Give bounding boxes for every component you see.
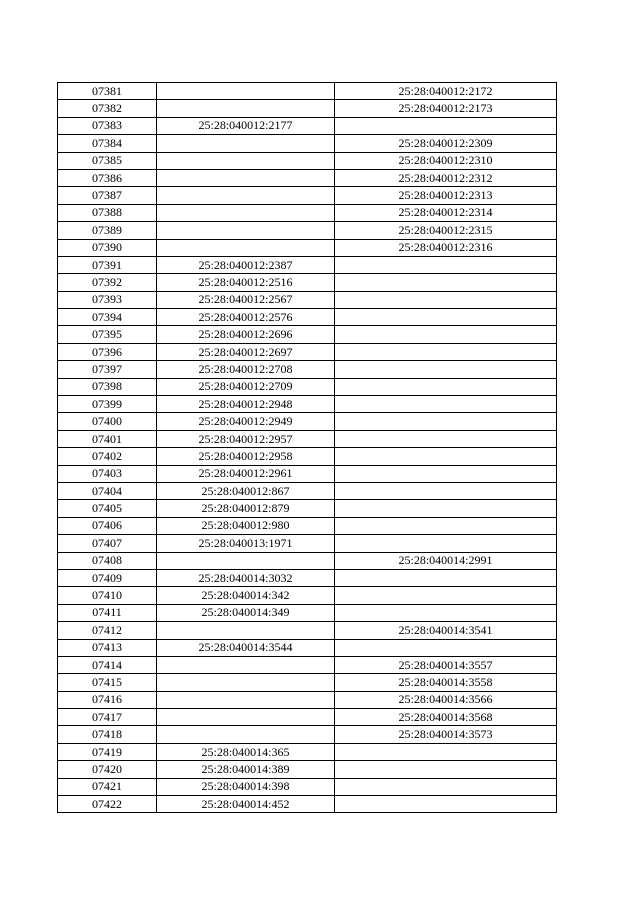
row-number-cell: 07416 (58, 691, 157, 708)
cadastral-number-cell-a (157, 169, 335, 186)
row-number-cell: 07395 (58, 326, 157, 343)
cadastral-number-cell-b (335, 378, 557, 395)
row-number-cell: 07413 (58, 639, 157, 656)
cadastral-number-cell-b (335, 274, 557, 291)
cadastral-number-table (57, 82, 557, 813)
table-row (58, 517, 557, 534)
row-number-cell: 07394 (58, 309, 157, 326)
row-number-cell: 07400 (58, 413, 157, 430)
cadastral-number-cell-b (335, 796, 557, 813)
cadastral-number-cell-a (157, 709, 335, 726)
cadastral-number-cell-a (157, 100, 335, 117)
cadastral-number-cell-b (335, 517, 557, 534)
row-number-cell: 07393 (58, 291, 157, 308)
cadastral-number-cell-b: 25:28:040012:2172 (335, 83, 557, 100)
cadastral-number-cell-b (335, 778, 557, 795)
cadastral-number-cell-b (335, 413, 557, 430)
cadastral-number-cell-b: 25:28:040014:3573 (335, 726, 557, 743)
table-row (58, 622, 557, 639)
table-row (58, 135, 557, 152)
cadastral-number-cell-a (157, 152, 335, 169)
cadastral-number-cell-a: 25:28:040012:867 (157, 482, 335, 499)
cadastral-number-cell-b: 25:28:040012:2316 (335, 239, 557, 256)
row-number-cell: 07396 (58, 343, 157, 360)
cadastral-number-cell-a: 25:28:040012:2576 (157, 309, 335, 326)
cadastral-number-cell-b (335, 361, 557, 378)
cadastral-number-cell-b (335, 291, 557, 308)
row-number-cell: 07414 (58, 656, 157, 673)
table-row (58, 239, 557, 256)
table-row (58, 274, 557, 291)
cadastral-number-cell-a (157, 222, 335, 239)
row-number-cell: 07406 (58, 517, 157, 534)
row-number-cell: 07417 (58, 709, 157, 726)
cadastral-number-cell-b: 25:28:040012:2309 (335, 135, 557, 152)
row-number-cell: 07419 (58, 743, 157, 760)
table-row (58, 361, 557, 378)
row-number-cell: 07402 (58, 448, 157, 465)
row-number-cell: 07381 (58, 83, 157, 100)
cadastral-number-cell-a (157, 622, 335, 639)
table-row (58, 222, 557, 239)
table-row (58, 117, 557, 134)
table-row (58, 500, 557, 517)
cadastral-number-cell-a (157, 239, 335, 256)
cadastral-number-cell-b (335, 256, 557, 273)
cadastral-number-cell-b (335, 761, 557, 778)
row-number-cell: 07408 (58, 552, 157, 569)
table-row (58, 256, 557, 273)
cadastral-number-cell-b: 25:28:040014:3541 (335, 622, 557, 639)
row-number-cell: 07403 (58, 465, 157, 482)
row-number-cell: 07399 (58, 396, 157, 413)
cadastral-number-cell-a: 25:28:040012:2696 (157, 326, 335, 343)
table-row (58, 552, 557, 569)
cadastral-number-cell-b (335, 117, 557, 134)
cadastral-number-cell-b (335, 309, 557, 326)
cadastral-number-cell-a (157, 674, 335, 691)
row-number-cell: 07389 (58, 222, 157, 239)
cadastral-number-cell-a: 25:28:040014:452 (157, 796, 335, 813)
table-row (58, 343, 557, 360)
cadastral-number-cell-a: 25:28:040012:980 (157, 517, 335, 534)
row-number-cell: 07387 (58, 187, 157, 204)
cadastral-number-cell-b (335, 569, 557, 586)
cadastral-number-cell-a: 25:28:040012:2708 (157, 361, 335, 378)
cadastral-number-cell-a (157, 691, 335, 708)
cadastral-number-cell-a (157, 135, 335, 152)
cadastral-number-cell-b: 25:28:040014:3566 (335, 691, 557, 708)
table-row (58, 796, 557, 813)
cadastral-number-cell-a: 25:28:040012:2949 (157, 413, 335, 430)
cadastral-number-cell-a: 25:28:040013:1971 (157, 535, 335, 552)
cadastral-number-cell-b (335, 639, 557, 656)
row-number-cell: 07384 (58, 135, 157, 152)
row-number-cell: 07410 (58, 587, 157, 604)
table-row (58, 587, 557, 604)
table-row (58, 430, 557, 447)
row-number-cell: 07422 (58, 796, 157, 813)
cadastral-number-cell-b: 25:28:040014:3557 (335, 656, 557, 673)
cadastral-number-cell-b (335, 587, 557, 604)
cadastral-number-cell-a: 25:28:040014:342 (157, 587, 335, 604)
row-number-cell: 07404 (58, 482, 157, 499)
cadastral-number-cell-a: 25:28:040014:398 (157, 778, 335, 795)
row-number-cell: 07405 (58, 500, 157, 517)
row-number-cell: 07411 (58, 604, 157, 621)
table-row (58, 187, 557, 204)
cadastral-number-cell-a (157, 552, 335, 569)
cadastral-number-cell-b (335, 535, 557, 552)
cadastral-number-cell-a: 25:28:040012:2387 (157, 256, 335, 273)
cadastral-number-cell-a: 25:28:040012:2961 (157, 465, 335, 482)
table-row (58, 569, 557, 586)
cadastral-number-cell-a (157, 204, 335, 221)
cadastral-number-cell-b (335, 343, 557, 360)
cadastral-number-cell-b (335, 396, 557, 413)
row-number-cell: 07409 (58, 569, 157, 586)
cadastral-number-cell-b: 25:28:040012:2312 (335, 169, 557, 186)
table-row (58, 726, 557, 743)
table-row (58, 465, 557, 482)
row-number-cell: 07385 (58, 152, 157, 169)
cadastral-number-cell-b (335, 448, 557, 465)
table-row (58, 709, 557, 726)
cadastral-number-cell-a (157, 726, 335, 743)
table-row (58, 396, 557, 413)
cadastral-number-cell-a: 25:28:040012:879 (157, 500, 335, 517)
cadastral-number-cell-a (157, 656, 335, 673)
row-number-cell: 07392 (58, 274, 157, 291)
row-number-cell: 07418 (58, 726, 157, 743)
cadastral-number-cell-a (157, 83, 335, 100)
table-body (58, 83, 557, 813)
table-row (58, 674, 557, 691)
table-row (58, 743, 557, 760)
cadastral-number-cell-a: 25:28:040012:2709 (157, 378, 335, 395)
row-number-cell: 07391 (58, 256, 157, 273)
table-row (58, 761, 557, 778)
cadastral-number-cell-b: 25:28:040014:3558 (335, 674, 557, 691)
cadastral-number-cell-b (335, 604, 557, 621)
cadastral-number-cell-a: 25:28:040012:2516 (157, 274, 335, 291)
cadastral-number-cell-a: 25:28:040014:365 (157, 743, 335, 760)
cadastral-number-cell-a: 25:28:040012:2567 (157, 291, 335, 308)
table-row (58, 309, 557, 326)
row-number-cell: 07382 (58, 100, 157, 117)
cadastral-number-cell-b: 25:28:040014:3568 (335, 709, 557, 726)
row-number-cell: 07401 (58, 430, 157, 447)
table-row (58, 778, 557, 795)
row-number-cell: 07407 (58, 535, 157, 552)
cadastral-number-cell-b (335, 482, 557, 499)
row-number-cell: 07386 (58, 169, 157, 186)
table-row (58, 326, 557, 343)
table-row (58, 152, 557, 169)
cadastral-number-cell-b: 25:28:040012:2173 (335, 100, 557, 117)
row-number-cell: 07421 (58, 778, 157, 795)
cadastral-number-cell-b: 25:28:040012:2313 (335, 187, 557, 204)
row-number-cell: 07398 (58, 378, 157, 395)
row-number-cell: 07415 (58, 674, 157, 691)
cadastral-number-cell-a: 25:28:040014:389 (157, 761, 335, 778)
cadastral-number-cell-b: 25:28:040012:2315 (335, 222, 557, 239)
row-number-cell: 07412 (58, 622, 157, 639)
row-number-cell: 07388 (58, 204, 157, 221)
cadastral-number-cell-a: 25:28:040014:3032 (157, 569, 335, 586)
row-number-cell: 07383 (58, 117, 157, 134)
cadastral-number-cell-b (335, 326, 557, 343)
table-row (58, 378, 557, 395)
cadastral-number-cell-b: 25:28:040012:2310 (335, 152, 557, 169)
table-row (58, 83, 557, 100)
cadastral-number-cell-a: 25:28:040014:349 (157, 604, 335, 621)
row-number-cell: 07420 (58, 761, 157, 778)
table-row (58, 482, 557, 499)
table-row (58, 169, 557, 186)
table-row (58, 448, 557, 465)
cadastral-number-cell-a: 25:28:040012:2958 (157, 448, 335, 465)
cadastral-number-cell-a: 25:28:040012:2957 (157, 430, 335, 447)
cadastral-number-cell-a: 25:28:040012:2177 (157, 117, 335, 134)
row-number-cell: 07390 (58, 239, 157, 256)
cadastral-number-cell-b: 25:28:040014:2991 (335, 552, 557, 569)
cadastral-number-cell-a: 25:28:040012:2697 (157, 343, 335, 360)
cadastral-number-cell-b (335, 743, 557, 760)
row-number-cell: 07397 (58, 361, 157, 378)
cadastral-number-cell-b (335, 500, 557, 517)
table-row (58, 639, 557, 656)
table-row (58, 604, 557, 621)
table-row (58, 204, 557, 221)
cadastral-number-cell-a: 25:28:040014:3544 (157, 639, 335, 656)
cadastral-number-cell-b (335, 465, 557, 482)
cadastral-number-cell-a (157, 187, 335, 204)
cadastral-number-cell-b (335, 430, 557, 447)
table-row (58, 691, 557, 708)
table-row (58, 100, 557, 117)
cadastral-number-cell-b: 25:28:040012:2314 (335, 204, 557, 221)
cadastral-number-cell-a: 25:28:040012:2948 (157, 396, 335, 413)
table-row (58, 656, 557, 673)
table-row (58, 291, 557, 308)
table-row (58, 535, 557, 552)
table-row (58, 413, 557, 430)
